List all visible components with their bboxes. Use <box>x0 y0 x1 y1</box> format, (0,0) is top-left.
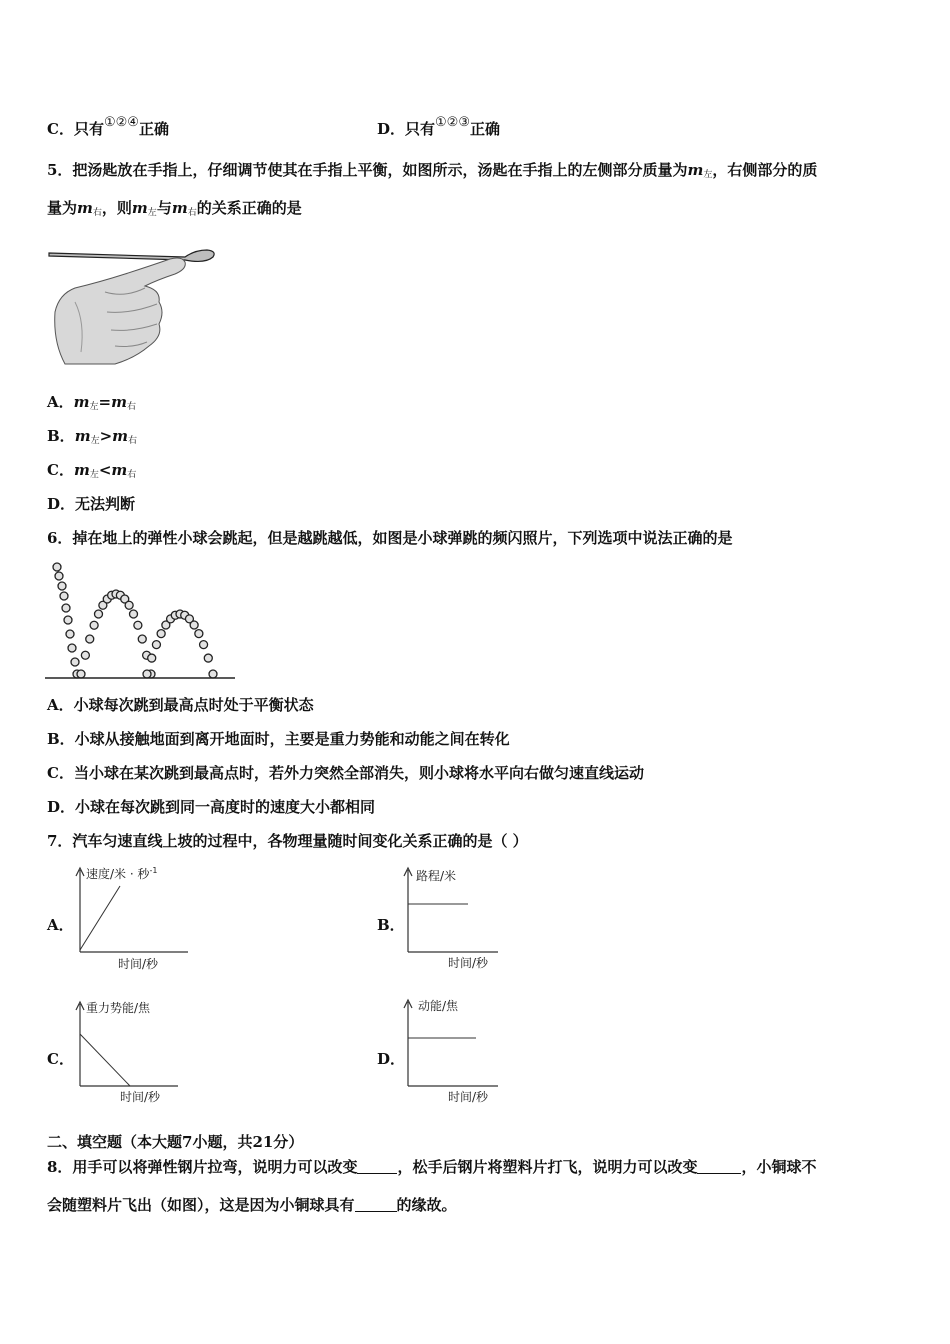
graph-b-ylabel: 路程/米 <box>416 869 457 883</box>
q6-option-b: B．小球从接触地面到离开地面时，主要是重力势能和动能之间在转化 <box>47 730 510 748</box>
q5-stem-line1: 5．把汤匙放在手指上，仔细调节使其在手指上平衡，如图所示，汤匙在手指上的左侧部分质量为$m_左$，右侧部分的质 <box>47 161 818 180</box>
q7-option-d-letter: D． <box>377 1050 406 1068</box>
q5-option-d: D．无法判断 <box>47 495 136 513</box>
ball-image <box>152 641 160 649</box>
graph-a-xlabel: 时间/秒 <box>118 957 159 971</box>
q7-option-a-letter: A． <box>47 916 74 934</box>
graph-a-ylabel: 速度/米 · 秒$^{-1}$ <box>86 866 158 881</box>
q5-option-a: A．$m_左=m_右$ <box>47 393 136 412</box>
ball-image <box>86 635 94 643</box>
q6-option-a: A．小球每次跳到最高点时处于平衡状态 <box>47 696 314 714</box>
ball-image <box>143 670 151 678</box>
q6-option-c: C．当小球在某次跳到最高点时，若外力突然全部消失，则小球将水平向右做匀速直线运动 <box>47 764 644 782</box>
q7-option-c-letter: C． <box>47 1050 74 1068</box>
ball-image <box>195 630 203 638</box>
blank-1 <box>357 1172 397 1174</box>
ball-image <box>190 621 198 629</box>
q4-option-c: C．只有①②④正确 <box>47 115 169 138</box>
q4-option-d: D．只有①②③正确 <box>377 115 501 138</box>
graph-d-ylabel: 动能/焦 <box>418 999 459 1013</box>
blank-3 <box>355 1210 397 1212</box>
q7-stem: 7．汽车匀速直线上坡的过程中，各物理量随时间变化关系正确的是（ ） <box>47 832 528 850</box>
ball-image <box>204 654 212 662</box>
graph-c-xlabel: 时间/秒 <box>120 1090 161 1104</box>
ball-image <box>209 670 217 678</box>
section-title: 二、填空题（本大题7小题，共21分） <box>47 1133 304 1151</box>
ball-image <box>60 592 68 600</box>
graph-d-xlabel: 时间/秒 <box>448 1090 489 1104</box>
ball-image <box>95 610 103 618</box>
graph-line <box>80 1034 130 1086</box>
graph-b-xlabel: 时间/秒 <box>448 956 489 970</box>
ball-image <box>125 601 133 609</box>
q6-option-d: D．小球在每次跳到同一高度时的速度大小都相同 <box>47 798 376 816</box>
ball-image <box>77 670 85 678</box>
bouncing-ball-photo <box>45 560 235 684</box>
graph-b-distance <box>398 864 528 974</box>
ball-image <box>58 582 66 590</box>
graph-d-kinetic-energy <box>398 996 528 1106</box>
hand <box>55 258 186 364</box>
ball-image <box>148 654 156 662</box>
ball-image <box>53 563 61 571</box>
q8-line1: 8．用手可以将弹性钢片拉弯，说明力可以改变 ，松手后钢片将塑料片打飞，说明力可以改变 ，小铜球不 <box>47 1158 817 1176</box>
graph-c-ylabel: 重力势能/焦 <box>86 1001 151 1015</box>
ball-image <box>71 658 79 666</box>
q5-option-c: C．$m_左<m_右$ <box>47 461 137 480</box>
ball-image <box>138 635 146 643</box>
ball-image <box>157 630 165 638</box>
spoon <box>49 250 214 261</box>
graph-c-potential-energy <box>70 998 200 1108</box>
graph-line <box>80 886 120 950</box>
ball-image <box>130 610 138 618</box>
graph-a-velocity <box>70 864 200 974</box>
blank-2 <box>697 1172 741 1174</box>
q5-stem-line2: 量为$m_右$，则$m_左$与$m_右$的关系正确的是 <box>47 199 302 218</box>
ball-image <box>55 572 63 580</box>
ball-image <box>62 604 70 612</box>
ball-image <box>200 641 208 649</box>
spoon-on-finger-figure <box>45 242 220 372</box>
ball-image <box>81 651 89 659</box>
ball-image <box>64 616 72 624</box>
ball-image <box>90 621 98 629</box>
q5-option-b: B．$m_左>m_右$ <box>47 427 138 446</box>
ball-image <box>68 644 76 652</box>
q6-stem: 6．掉在地上的弹性小球会跳起，但是越跳越低，如图是小球弹跳的频闪照片，下列选项中说法正确的是 <box>47 529 733 547</box>
q8-line2: 会随塑料片飞出（如图），这是因为小铜球具有 的缘故。 <box>47 1196 457 1214</box>
ball-image <box>66 630 74 638</box>
ball-image <box>134 621 142 629</box>
q7-option-b-letter: B． <box>377 916 405 934</box>
